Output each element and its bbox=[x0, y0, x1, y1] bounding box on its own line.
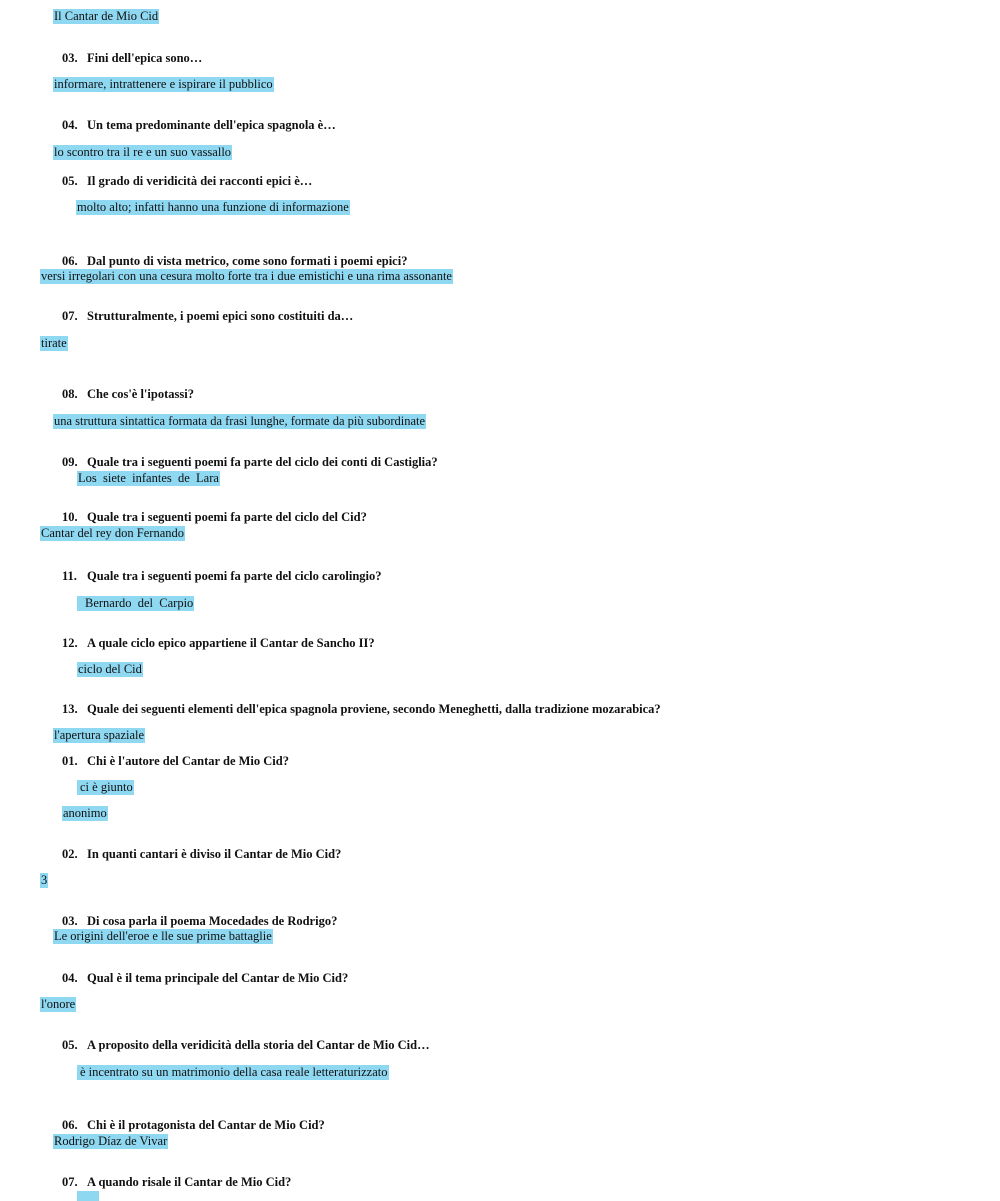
question-item bbox=[62, 455, 438, 470]
question-item bbox=[62, 51, 202, 66]
answer-highlight: l'apertura spaziale bbox=[54, 728, 145, 742]
question-text: Quale tra i seguenti poemi fa parte del ciclo carolingio? bbox=[87, 569, 382, 583]
answer-highlight: l'onore bbox=[41, 997, 76, 1011]
question-text: Qual è il tema principale del Cantar de Mio Cid? bbox=[87, 971, 349, 985]
question-number: 03. bbox=[62, 51, 78, 65]
question-text: Chi è l'autore del Cantar de Mio Cid? bbox=[87, 754, 289, 768]
answer-highlight: lo scontro tra il re e un suo vassallo bbox=[54, 145, 232, 159]
question-number: 05. bbox=[62, 1038, 78, 1052]
question-number: 09. bbox=[62, 455, 78, 469]
answer-highlight: Il Cantar de Mio Cid bbox=[54, 9, 159, 23]
question-text: In quanti cantari è diviso il Cantar de Mio Cid? bbox=[87, 847, 342, 861]
answer-highlight: Los siete infantes de Lara bbox=[78, 471, 219, 485]
question-item bbox=[62, 569, 382, 584]
question-item bbox=[62, 754, 289, 769]
answer-highlight: ciclo del Cid bbox=[78, 662, 142, 676]
question-item bbox=[62, 387, 194, 402]
question-text: Di cosa parla il poema Mocedades de Rodrigo? bbox=[87, 914, 338, 928]
question-text: Che cos'è l'ipotassi? bbox=[87, 387, 194, 401]
question-text: Il grado di veridicità dei racconti epici è… bbox=[87, 174, 313, 188]
question-item bbox=[62, 702, 661, 717]
answer-highlight: anonimo bbox=[63, 806, 107, 820]
question-item bbox=[62, 1118, 325, 1133]
answer-highlight: versi irregolari con una cesura molto forte tra i due emistichi e una rima assonante bbox=[41, 269, 452, 283]
question-number: 01. bbox=[62, 754, 78, 768]
question-item bbox=[62, 1175, 291, 1190]
answer-highlight: Cantar del rey don Fernando bbox=[41, 526, 185, 540]
answer-highlight: molto alto; infatti hanno una funzione di informazione bbox=[77, 200, 349, 214]
question-number: 06. bbox=[62, 254, 78, 268]
question-item bbox=[62, 847, 341, 862]
question-text: Chi è il protagonista del Cantar de Mio Cid? bbox=[87, 1118, 325, 1132]
answer-highlight: Le origini dell'eroe e lle sue prime battaglie bbox=[54, 929, 272, 943]
question-number: 07. bbox=[62, 1175, 78, 1189]
answer-highlight: 3 bbox=[41, 873, 48, 887]
question-item bbox=[62, 254, 407, 269]
question-item bbox=[62, 309, 353, 324]
answer-highlight: tirate bbox=[41, 336, 67, 350]
question-item bbox=[62, 636, 375, 651]
question-number: 02. bbox=[62, 847, 78, 861]
answer-highlight: Rodrigo Díaz de Vivar bbox=[54, 1134, 168, 1148]
question-text: A quando risale il Cantar de Mio Cid? bbox=[87, 1175, 292, 1189]
question-item bbox=[62, 914, 337, 929]
question-text: Dal punto di vista metrico, come sono formati i poemi epici? bbox=[87, 254, 408, 268]
question-number: 07. bbox=[62, 309, 78, 323]
question-item bbox=[62, 971, 348, 986]
question-number: 10. bbox=[62, 510, 78, 524]
answer-highlight: una struttura sintattica formata da frasi lunghe, formate da più subordinate bbox=[54, 414, 426, 428]
answer-highlight: è incentrato su un matrimonio della casa reale letteraturizzato bbox=[77, 1065, 389, 1080]
question-text: Un tema predominante dell'epica spagnola è… bbox=[87, 118, 336, 132]
question-item bbox=[62, 510, 367, 525]
question-item bbox=[62, 1038, 430, 1053]
question-text: Quale dei seguenti elementi dell'epica spagnola proviene, secondo Meneghetti, dalla tradizione mozarabica? bbox=[87, 702, 661, 716]
question-text: Quale tra i seguenti poemi fa parte del ciclo del Cid? bbox=[87, 510, 367, 524]
question-number: 08. bbox=[62, 387, 78, 401]
question-number: 06. bbox=[62, 1118, 78, 1132]
question-text: A quale ciclo epico appartiene il Cantar de Sancho II? bbox=[87, 636, 375, 650]
question-number: 04. bbox=[62, 971, 78, 985]
question-number: 13. bbox=[62, 702, 78, 716]
question-text: A proposito della veridicità della storia del Cantar de Mio Cid… bbox=[87, 1038, 430, 1052]
answer-highlight: ci è giunto bbox=[77, 780, 134, 795]
question-text: Quale tra i seguenti poemi fa parte del ciclo dei conti di Castiglia? bbox=[87, 455, 438, 469]
answer-highlight: informare, intrattenere e ispirare il pubblico bbox=[54, 77, 273, 91]
answer-highlight: Bernardo del Carpio bbox=[77, 596, 194, 611]
question-text: Strutturalmente, i poemi epici sono costituiti da… bbox=[87, 309, 354, 323]
question-number: 03. bbox=[62, 914, 78, 928]
question-number: 11. bbox=[62, 569, 77, 583]
question-item bbox=[62, 118, 336, 133]
question-number: 05. bbox=[62, 174, 78, 188]
question-number: 12. bbox=[62, 636, 78, 650]
answer-highlight bbox=[77, 1191, 99, 1201]
question-text: Fini dell'epica sono… bbox=[87, 51, 203, 65]
question-item bbox=[62, 174, 312, 189]
question-number: 04. bbox=[62, 118, 78, 132]
